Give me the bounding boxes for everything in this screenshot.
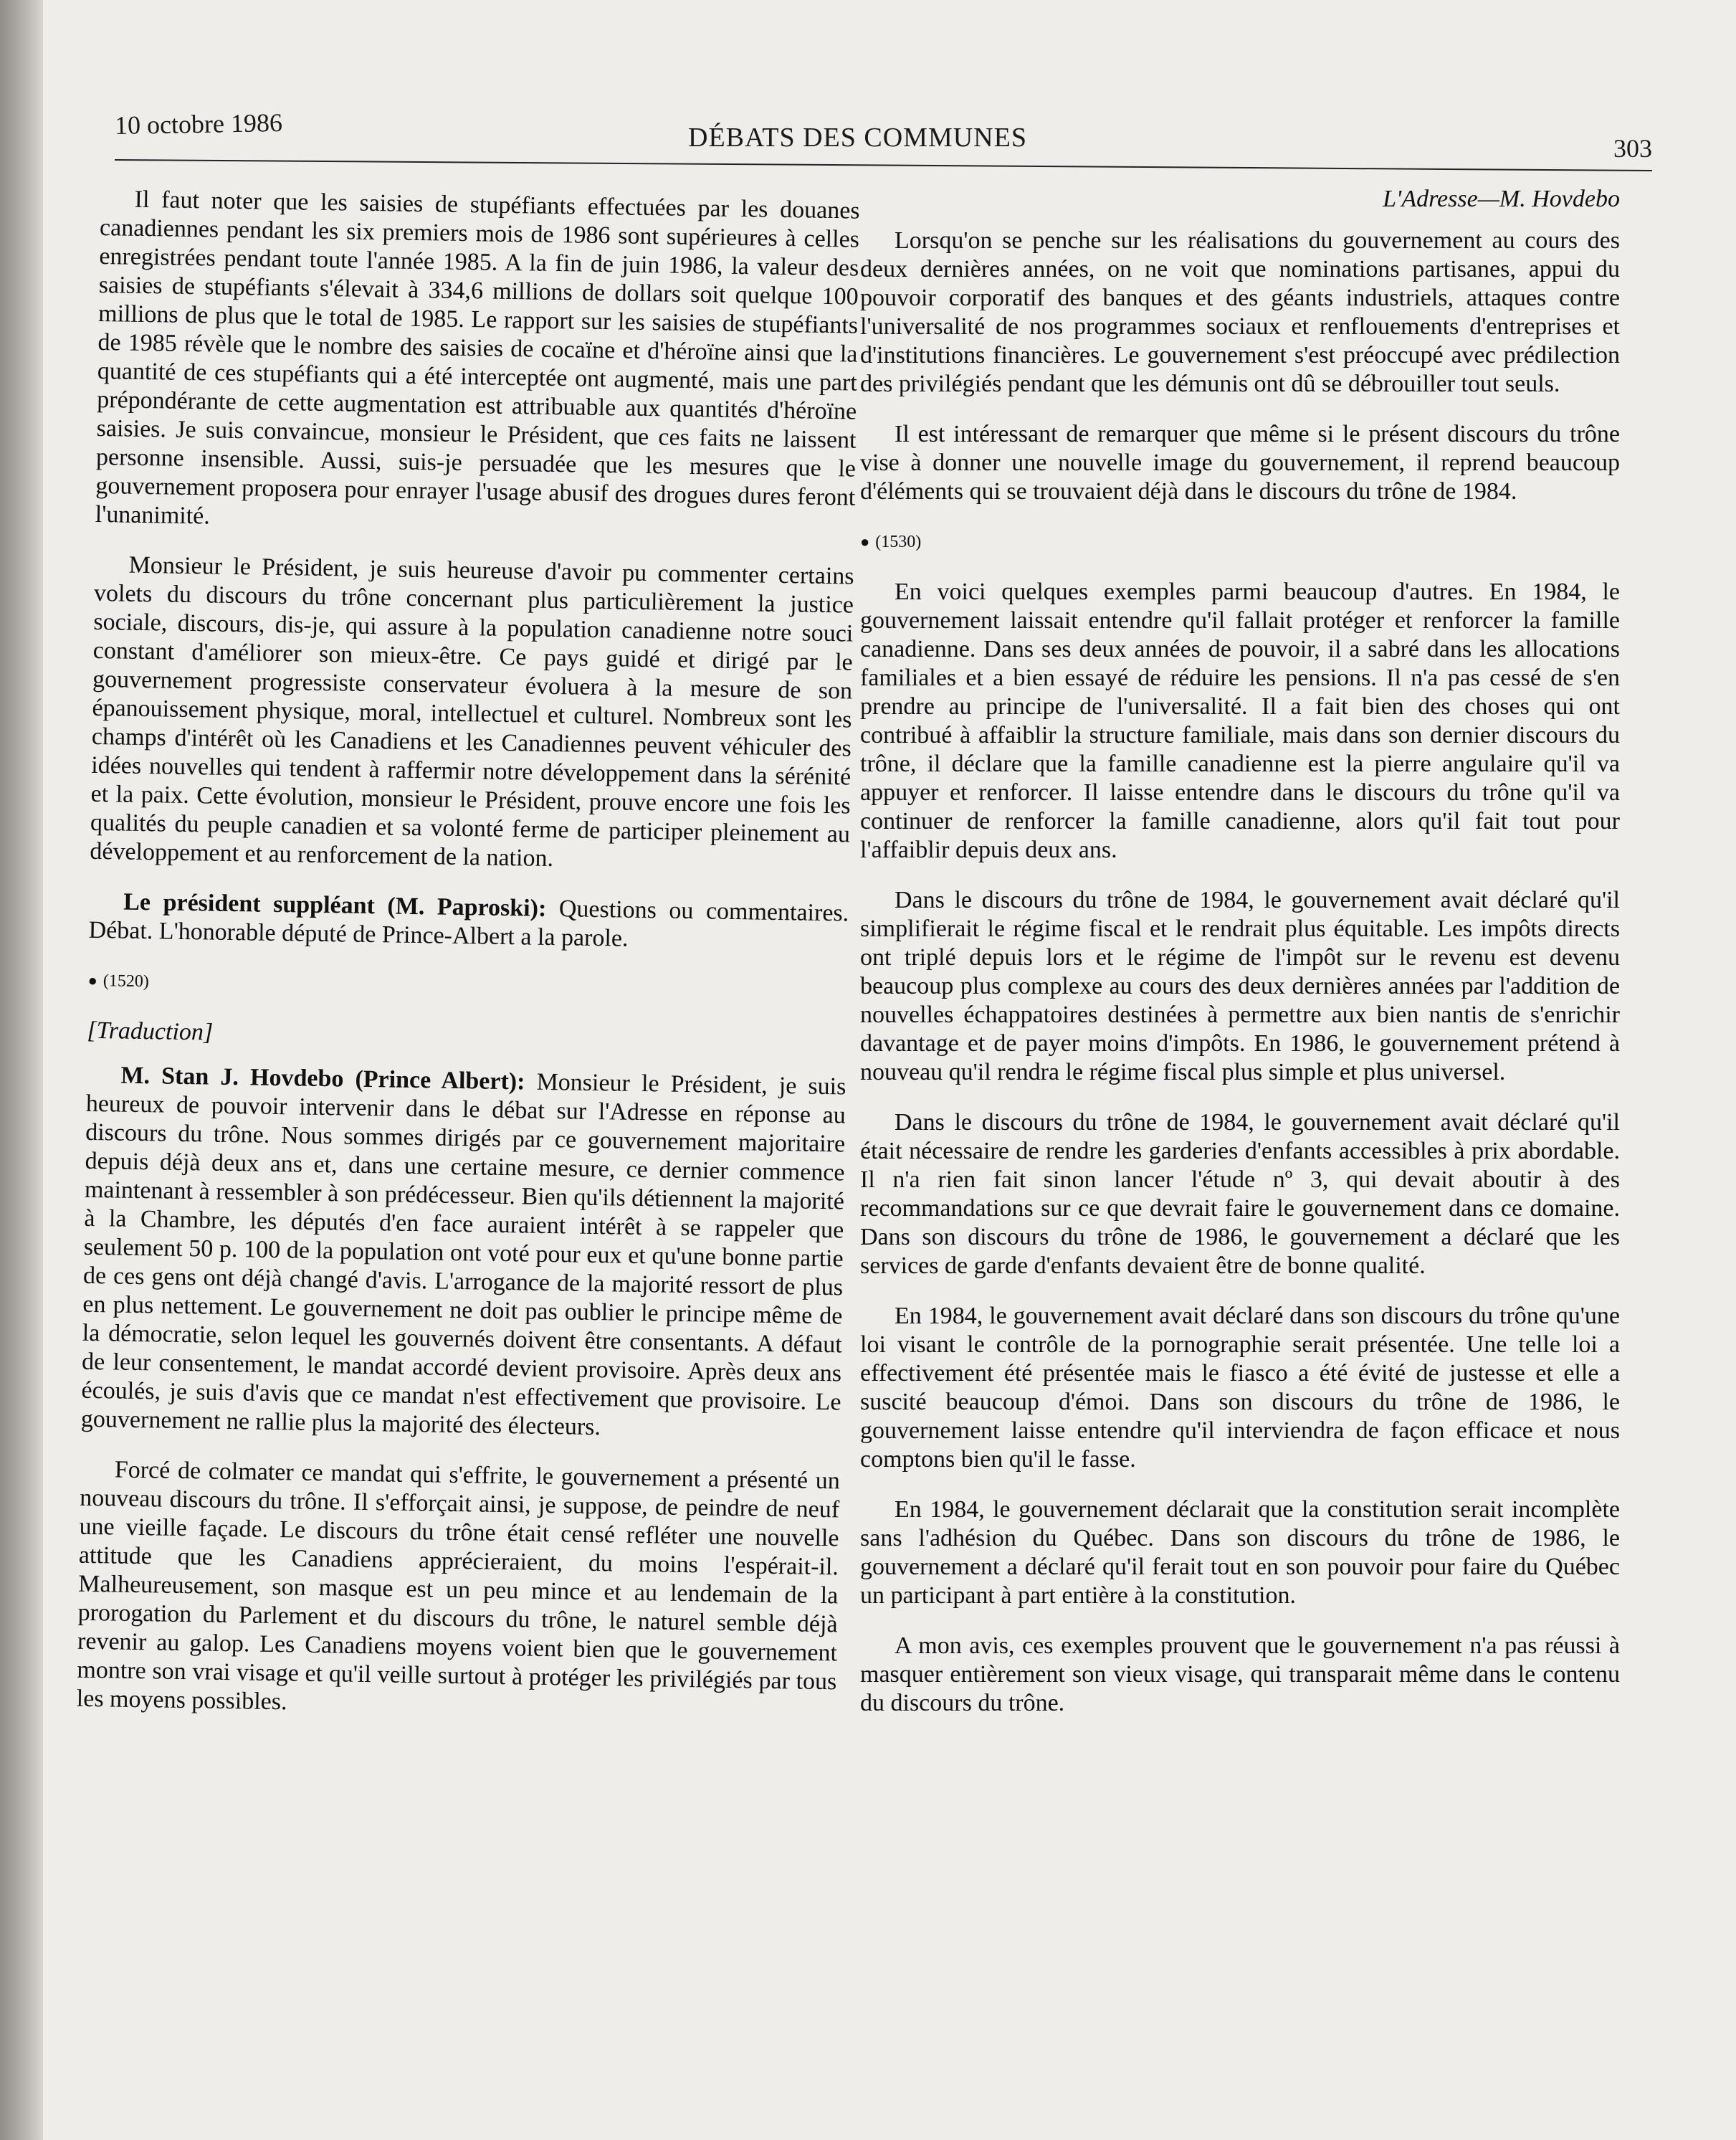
paragraph: A mon avis, ces exemples prouvent que le gouvernement n'a pas réussi à masquer entièrement son vieux visage, qui transparait même dans le contenu du discours du trône.	[860, 1632, 1620, 1716]
running-head: L'Adresse—M. Hovdebo	[1383, 186, 1620, 212]
right-column	[860, 185, 1620, 1739]
bullet-icon: ●	[87, 971, 98, 990]
time-marker	[87, 966, 847, 1007]
book-gutter	[0, 0, 43, 2140]
paragraph: Il faut noter que les saisies de stupéfiants effectuées par les douanes canadiennes pendant les six premiers mois de 1986 sont supérieures à celles enregistrées pendant toute l'année 1985. A la fin de juin 1986, la valeur des saisies de stupéfiants s'élevait à 334,6 millions de dollars soit quelque 100 millions de plus que le total de 1985. Le rapport sur les saisies de stupéfiants de 1985 révèle que le nombre des saisies de cocaïne et d'héroïne ainsi que la quantité de ces stupéfiants qui a été interceptée ont augmenté, mais une part prépondérante de cette augmentation est attribuable aux quantités d'héroïne saisies. Je suis convaincue, monsieur le Président, que ces faits ne laissent personne insensible. Aussi, suis-je persuadée que les mesures que le gouvernement proposera pour enrayer l'usage abusif des drogues dures feront l'unanimité.	[95, 186, 860, 530]
page-number: 303	[1613, 134, 1652, 163]
paragraph: En 1984, le gouvernement déclarait que la constitution serait incomplète sans l'adhésion du Québec. Dans son discours du trône de 1986, le gouvernement a déclaré qu'il ferait tout en son pouvoir pour faire du Québec un participant à part entière à la constitution.	[860, 1496, 1620, 1609]
paragraph: Il est intéressant de remarquer que même si le présent discours du trône vise à donner une nouvelle image du gouvernement, il reprend beaucoup d'éléments qui se trouvaient déjà dans le discours du trône de 1984.	[860, 421, 1620, 505]
paragraph: Forcé de colmater ce mandat qui s'effrite, le gouvernement a présenté un nouveau discours du trône. Il s'efforçait ainsi, je suppose, de peindre de neuf une vieille façade. Le discours du trône était censé refléter une nouvelle attitude que les Canadiens apprécieraient, du moins l'espérait-il. Malheureusement, son masque est un peu mince et au lendemain de la prorogation du Parlement et du discours du trône, le naturel semble déjà revenir au galop. Les Canadiens moyens voient bien que le gouvernement montre son vrai visage et qu'il veille surtout à protéger les privilégiés par tous les moyens possibles.	[76, 1456, 841, 1716]
header-title: DÉBATS DES COMMUNES	[688, 123, 1027, 153]
header-date: 10 octobre 1986	[114, 108, 283, 140]
speaker-name: Le président suppléant (M. Paproski):	[123, 888, 547, 922]
paragraph: En voici quelques exemples parmi beaucoup d'autres. En 1984, le gouvernement laissait entendre qu'il fallait protéger et renforcer la famille canadienne. Dans ses deux années de pouvoir, il a sabré dans les allocations familiales et a bien essayé de réduire les pensions. Il n'a pas cessé de s'en prendre au principe de l'universalité. Il a fait bien des choses qui ont contribué à affaiblir la structure familiale, mais dans son dernier discours du trône, il déclare que la famille canadienne est la pierre angulaire qu'il va appuyer et renforcer. Il laisse entendre dans le discours du trône qu'il va continuer de renforcer la famille canadienne, alors qu'il fait tout pour l'affaiblir depuis deux ans.	[860, 579, 1620, 863]
time-label: (1530)	[875, 533, 922, 551]
speaker-name: M. Stan J. Hovdebo (Prince Albert):	[120, 1062, 525, 1095]
bullet-icon: ●	[860, 533, 870, 551]
left-column	[76, 185, 860, 1746]
paragraph: Lorsqu'on se penche sur les réalisations du gouvernement au cours des deux dernières années, on ne voit que nominations partisanes, appui du pouvoir corporatif des banques et des géants industriels, attaques contre l'universalité de nos programmes sociaux et renflouements d'entreprises et d'institutions financières. Le gouvernement s'est préoccupé avec prédilection des privilégiés pendant que les démunis ont dû se débrouiller tout seuls.	[860, 227, 1620, 397]
paragraph: Monsieur le Président, je suis heureuse d'avoir pu commenter certains volets du discours du trône concernant plus particulièrement la justice sociale, discours, dis-je, qui assure à la population canadienne notre souci constant d'améliorer son mieux-être. Ce pays guidé et dirigé par le gouvernement progressiste conservateur évoluera à la mesure de son épanouissement physique, moral, intellectuel et culturel. Nombreux sont les champs d'intérêt où les Canadiens et les Canadiennes peuvent véhiculer des idées nouvelles qui tendent à raffermir notre développement dans la sérénité et la paix. Cette évolution, monsieur le Président, prouve encore une fois les qualités du peuple canadien et sa volonté ferme de participer pleinement au développement et au renforcement de la nation.	[90, 551, 854, 872]
paragraph: Dans le discours du trône de 1984, le gouvernement avait déclaré qu'il était nécessaire de rendre les garderies d'enfants accessibles à prix abordable. Il n'a rien fait sinon lancer l'étude nº 3, qui devait aboutir à des recommandations sur ce que devrait faire le gouvernement dans ce domaine. Dans son discours du trône de 1986, le gouvernement a déclaré que les services de garde d'enfants devaient être de bonne qualité.	[860, 1109, 1620, 1279]
paragraph: En 1984, le gouvernement avait déclaré dans son discours du trône qu'une loi visant le contrôle de la pornographie serait présentée. Une telle loi a effectivement été présentée mais le fiasco a été évité de justesse et elle a suscité beaucoup d'émoi. Dans son discours du trône de 1986, le gouvernement laisse entendre qu'il interviendra de façon efficace et nous comptons bien qu'il le fasse.	[860, 1303, 1620, 1473]
speech-text: Monsieur le Président, je suis heureux de pouvoir intervenir dans le débat sur l'Adresse en réponse au discours du trône. Nous sommes dirigés par ce gouvernement majoritaire depuis déjà deux ans et, dans une certaine mesure, ce dernier commence maintenant à ressembler à son prédécesseur. Bien qu'ils détiennent la majorité à la Chambre, les députés d'en face auraient intérêt à se rappeler que seulement 50 p. 100 de la population ont voté pour eux et qu'une bonne partie de ces gens ont déjà changé d'avis. L'arrogance de la majorité ressort de plus en plus nettement. Le gouvernement ne doit pas oublier le principe même de la démocratie, selon lequel les gouvernés doivent être consentants. A défaut de leur consentement, le mandat accordé devient provisoire. Après deux ans écoulés, je suis d'avis que ce mandat n'est effectivement que provisoire. Le gouvernement ne rallie plus la majorité des électeurs.	[80, 1068, 846, 1441]
page-header	[114, 108, 1652, 163]
translation-note: [Traduction]	[87, 1017, 214, 1046]
time-label: (1520)	[102, 971, 150, 991]
time-marker	[860, 528, 1620, 556]
speech-text: Questions ou commentaires. Débat. L'honorable député de Prince-Albert a la parole.	[88, 895, 849, 952]
paragraph	[88, 888, 849, 957]
paragraph	[81, 1061, 846, 1446]
paragraph: Dans le discours du trône de 1984, le gouvernement avait déclaré qu'il simplifierait le régime fiscal et le rendrait plus équitable. Les impôts directs ont triplé depuis lors et le régime de l'impôt sur le revenu est devenu beaucoup plus complexe au cours des deux dernières années par l'addition de nouvelles échappatoires destinées à permettre aux bien nantis de s'enrichir davantage et de payer moins d'impôts. En 1986, le gouvernement prétend à nouveau qu'il rendra le régime fiscal plus simple et plus universel.	[860, 887, 1620, 1085]
